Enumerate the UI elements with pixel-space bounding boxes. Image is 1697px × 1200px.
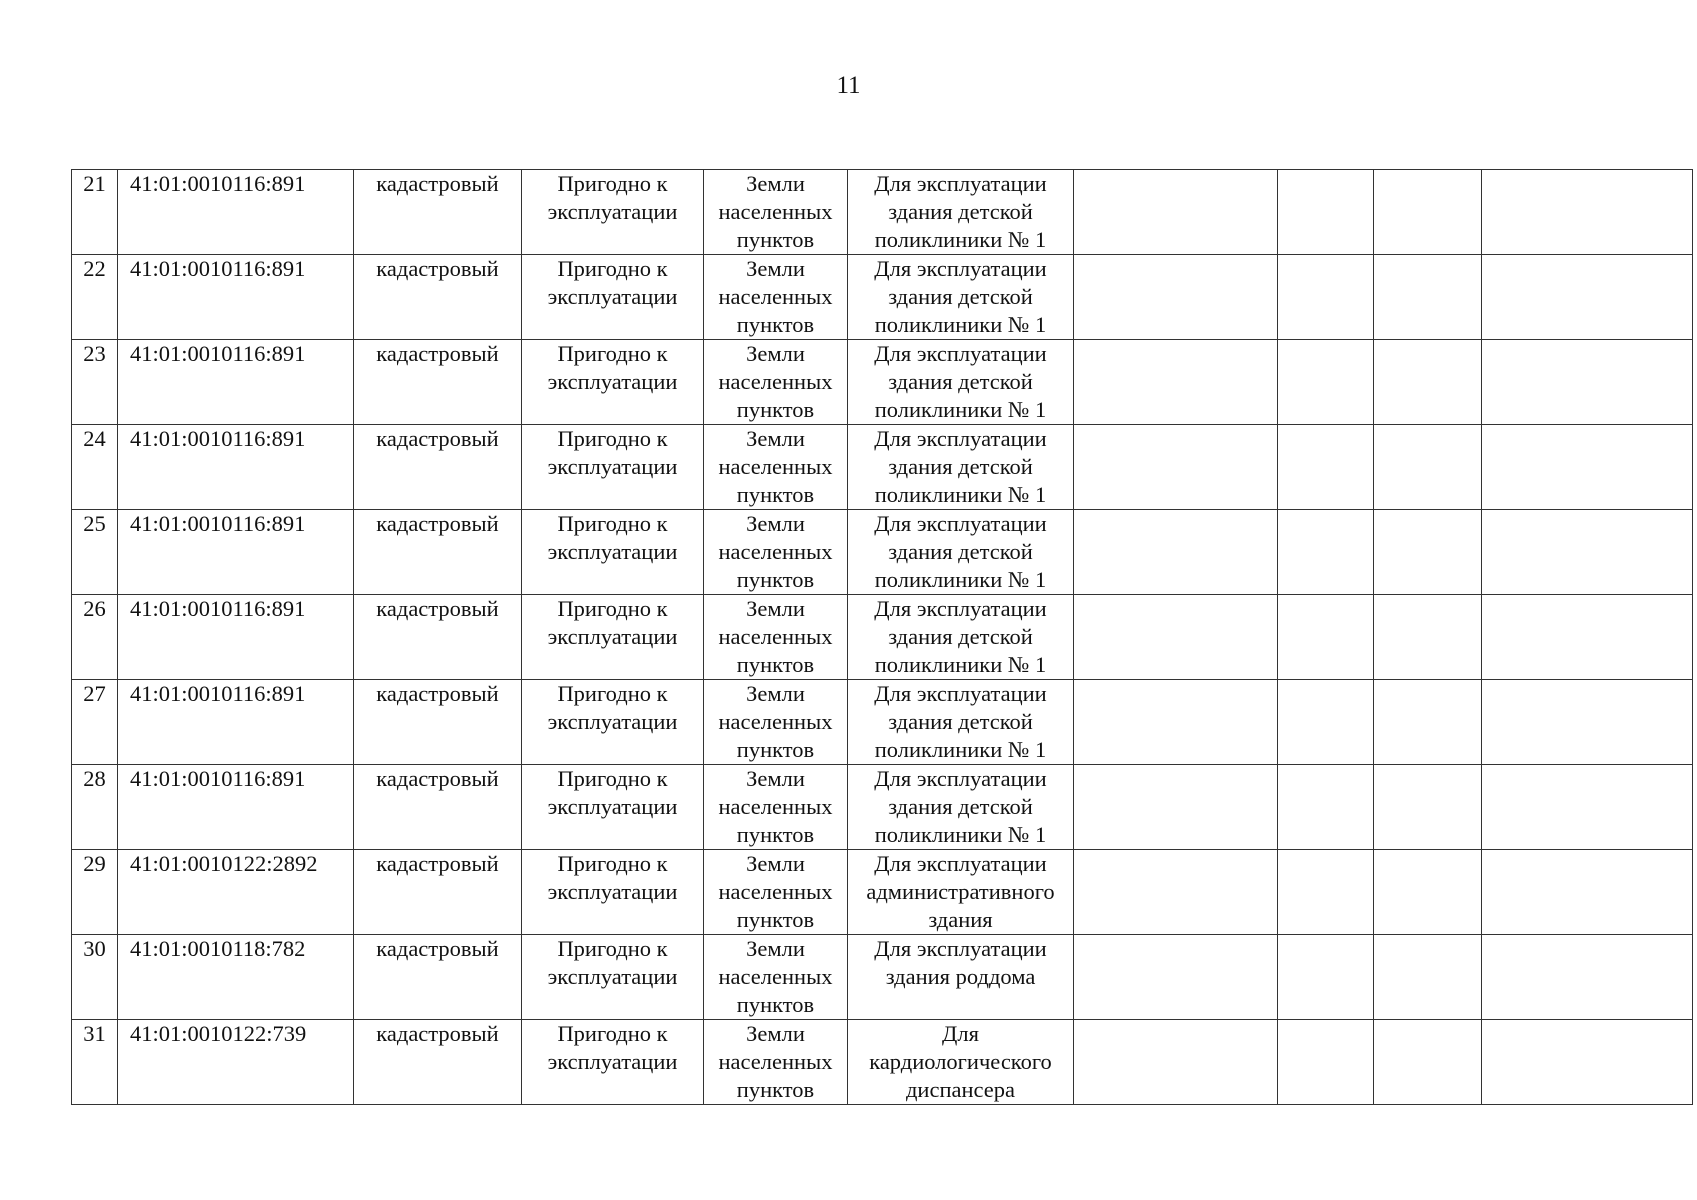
empty-cell bbox=[1074, 595, 1278, 680]
condition-cell: Пригодно к эксплуатации bbox=[522, 425, 704, 510]
permitted-use-cell: Для кардиологического диспансера bbox=[848, 1020, 1074, 1105]
empty-cell bbox=[1278, 255, 1374, 340]
table-row bbox=[72, 1020, 1693, 1105]
cadastral-number-cell: 41:01:0010122:2892 bbox=[118, 850, 354, 935]
land-category-cell: Земли населенных пунктов bbox=[704, 170, 848, 255]
empty-cell bbox=[1482, 680, 1693, 765]
empty-cell bbox=[1278, 935, 1374, 1020]
table-row bbox=[72, 170, 1693, 255]
permitted-use-cell: Для эксплуатации здания детской поликлиники № 1 bbox=[848, 765, 1074, 850]
number-type-cell: кадастровый bbox=[354, 1020, 522, 1105]
permitted-use-cell: Для эксплуатации здания детской поликлиники № 1 bbox=[848, 680, 1074, 765]
cadastral-number-cell: 41:01:0010116:891 bbox=[118, 765, 354, 850]
empty-cell bbox=[1278, 765, 1374, 850]
condition-cell: Пригодно к эксплуатации bbox=[522, 255, 704, 340]
row-number-cell: 24 bbox=[72, 425, 118, 510]
land-category-cell: Земли населенных пунктов bbox=[704, 850, 848, 935]
empty-cell bbox=[1374, 680, 1482, 765]
number-type-cell: кадастровый bbox=[354, 680, 522, 765]
empty-cell bbox=[1482, 170, 1693, 255]
row-number-cell: 26 bbox=[72, 595, 118, 680]
condition-cell: Пригодно к эксплуатации bbox=[522, 510, 704, 595]
empty-cell bbox=[1374, 595, 1482, 680]
empty-cell bbox=[1278, 510, 1374, 595]
row-number-cell: 23 bbox=[72, 340, 118, 425]
empty-cell bbox=[1278, 340, 1374, 425]
cadastral-number-cell: 41:01:0010116:891 bbox=[118, 595, 354, 680]
row-number-cell: 25 bbox=[72, 510, 118, 595]
land-category-cell: Земли населенных пунктов bbox=[704, 340, 848, 425]
condition-cell: Пригодно к эксплуатации bbox=[522, 765, 704, 850]
cadastral-number-cell: 41:01:0010116:891 bbox=[118, 510, 354, 595]
permitted-use-cell: Для эксплуатации здания детской поликлиники № 1 bbox=[848, 170, 1074, 255]
empty-cell bbox=[1482, 340, 1693, 425]
empty-cell bbox=[1074, 935, 1278, 1020]
page-number: 11 bbox=[836, 72, 861, 99]
table-row bbox=[72, 340, 1693, 425]
empty-cell bbox=[1278, 850, 1374, 935]
land-category-cell: Земли населенных пунктов bbox=[704, 935, 848, 1020]
table-row bbox=[72, 595, 1693, 680]
number-type-cell: кадастровый bbox=[354, 425, 522, 510]
land-category-cell: Земли населенных пунктов bbox=[704, 510, 848, 595]
empty-cell bbox=[1482, 255, 1693, 340]
row-number-cell: 22 bbox=[72, 255, 118, 340]
condition-cell: Пригодно к эксплуатации bbox=[522, 340, 704, 425]
row-number-cell: 27 bbox=[72, 680, 118, 765]
empty-cell bbox=[1374, 170, 1482, 255]
cadastral-number-cell: 41:01:0010122:739 bbox=[118, 1020, 354, 1105]
empty-cell bbox=[1374, 255, 1482, 340]
condition-cell: Пригодно к эксплуатации bbox=[522, 850, 704, 935]
number-type-cell: кадастровый bbox=[354, 340, 522, 425]
land-category-cell: Земли населенных пунктов bbox=[704, 255, 848, 340]
empty-cell bbox=[1074, 680, 1278, 765]
table-row bbox=[72, 680, 1693, 765]
empty-cell bbox=[1374, 1020, 1482, 1105]
table-row bbox=[72, 255, 1693, 340]
row-number-cell: 28 bbox=[72, 765, 118, 850]
land-plots-table bbox=[71, 169, 1693, 1105]
row-number-cell: 21 bbox=[72, 170, 118, 255]
empty-cell bbox=[1482, 850, 1693, 935]
row-number-cell: 29 bbox=[72, 850, 118, 935]
land-category-cell: Земли населенных пунктов bbox=[704, 680, 848, 765]
land-category-cell: Земли населенных пунктов bbox=[704, 765, 848, 850]
table-row bbox=[72, 425, 1693, 510]
cadastral-number-cell: 41:01:0010116:891 bbox=[118, 680, 354, 765]
empty-cell bbox=[1374, 340, 1482, 425]
row-number-cell: 31 bbox=[72, 1020, 118, 1105]
empty-cell bbox=[1074, 1020, 1278, 1105]
cadastral-number-cell: 41:01:0010116:891 bbox=[118, 340, 354, 425]
empty-cell bbox=[1374, 425, 1482, 510]
permitted-use-cell: Для эксплуатации здания детской поликлиники № 1 bbox=[848, 255, 1074, 340]
number-type-cell: кадастровый bbox=[354, 510, 522, 595]
empty-cell bbox=[1278, 170, 1374, 255]
empty-cell bbox=[1482, 510, 1693, 595]
table-body bbox=[72, 170, 1693, 1105]
empty-cell bbox=[1074, 425, 1278, 510]
table-row bbox=[72, 765, 1693, 850]
permitted-use-cell: Для эксплуатации здания детской поликлиники № 1 bbox=[848, 340, 1074, 425]
table-row bbox=[72, 510, 1693, 595]
number-type-cell: кадастровый bbox=[354, 170, 522, 255]
number-type-cell: кадастровый bbox=[354, 765, 522, 850]
empty-cell bbox=[1278, 425, 1374, 510]
empty-cell bbox=[1374, 935, 1482, 1020]
empty-cell bbox=[1482, 765, 1693, 850]
empty-cell bbox=[1074, 765, 1278, 850]
empty-cell bbox=[1482, 1020, 1693, 1105]
condition-cell: Пригодно к эксплуатации bbox=[522, 170, 704, 255]
empty-cell bbox=[1074, 340, 1278, 425]
table-row bbox=[72, 850, 1693, 935]
empty-cell bbox=[1074, 170, 1278, 255]
permitted-use-cell: Для эксплуатации административного здания bbox=[848, 850, 1074, 935]
empty-cell bbox=[1278, 680, 1374, 765]
empty-cell bbox=[1074, 510, 1278, 595]
land-category-cell: Земли населенных пунктов bbox=[704, 1020, 848, 1105]
cadastral-number-cell: 41:01:0010116:891 bbox=[118, 425, 354, 510]
empty-cell bbox=[1278, 1020, 1374, 1105]
number-type-cell: кадастровый bbox=[354, 595, 522, 680]
permitted-use-cell: Для эксплуатации здания роддома bbox=[848, 935, 1074, 1020]
condition-cell: Пригодно к эксплуатации bbox=[522, 680, 704, 765]
row-number-cell: 30 bbox=[72, 935, 118, 1020]
empty-cell bbox=[1374, 510, 1482, 595]
cadastral-number-cell: 41:01:0010118:782 bbox=[118, 935, 354, 1020]
cadastral-number-cell: 41:01:0010116:891 bbox=[118, 255, 354, 340]
number-type-cell: кадастровый bbox=[354, 850, 522, 935]
condition-cell: Пригодно к эксплуатации bbox=[522, 935, 704, 1020]
empty-cell bbox=[1374, 765, 1482, 850]
empty-cell bbox=[1482, 425, 1693, 510]
cadastral-number-cell: 41:01:0010116:891 bbox=[118, 170, 354, 255]
empty-cell bbox=[1074, 255, 1278, 340]
condition-cell: Пригодно к эксплуатации bbox=[522, 595, 704, 680]
empty-cell bbox=[1074, 850, 1278, 935]
land-category-cell: Земли населенных пунктов bbox=[704, 595, 848, 680]
permitted-use-cell: Для эксплуатации здания детской поликлиники № 1 bbox=[848, 510, 1074, 595]
number-type-cell: кадастровый bbox=[354, 935, 522, 1020]
empty-cell bbox=[1482, 935, 1693, 1020]
table-row bbox=[72, 935, 1693, 1020]
permitted-use-cell: Для эксплуатации здания детской поликлиники № 1 bbox=[848, 595, 1074, 680]
number-type-cell: кадастровый bbox=[354, 255, 522, 340]
empty-cell bbox=[1374, 850, 1482, 935]
empty-cell bbox=[1482, 595, 1693, 680]
permitted-use-cell: Для эксплуатации здания детской поликлиники № 1 bbox=[848, 425, 1074, 510]
empty-cell bbox=[1278, 595, 1374, 680]
condition-cell: Пригодно к эксплуатации bbox=[522, 1020, 704, 1105]
land-category-cell: Земли населенных пунктов bbox=[704, 425, 848, 510]
